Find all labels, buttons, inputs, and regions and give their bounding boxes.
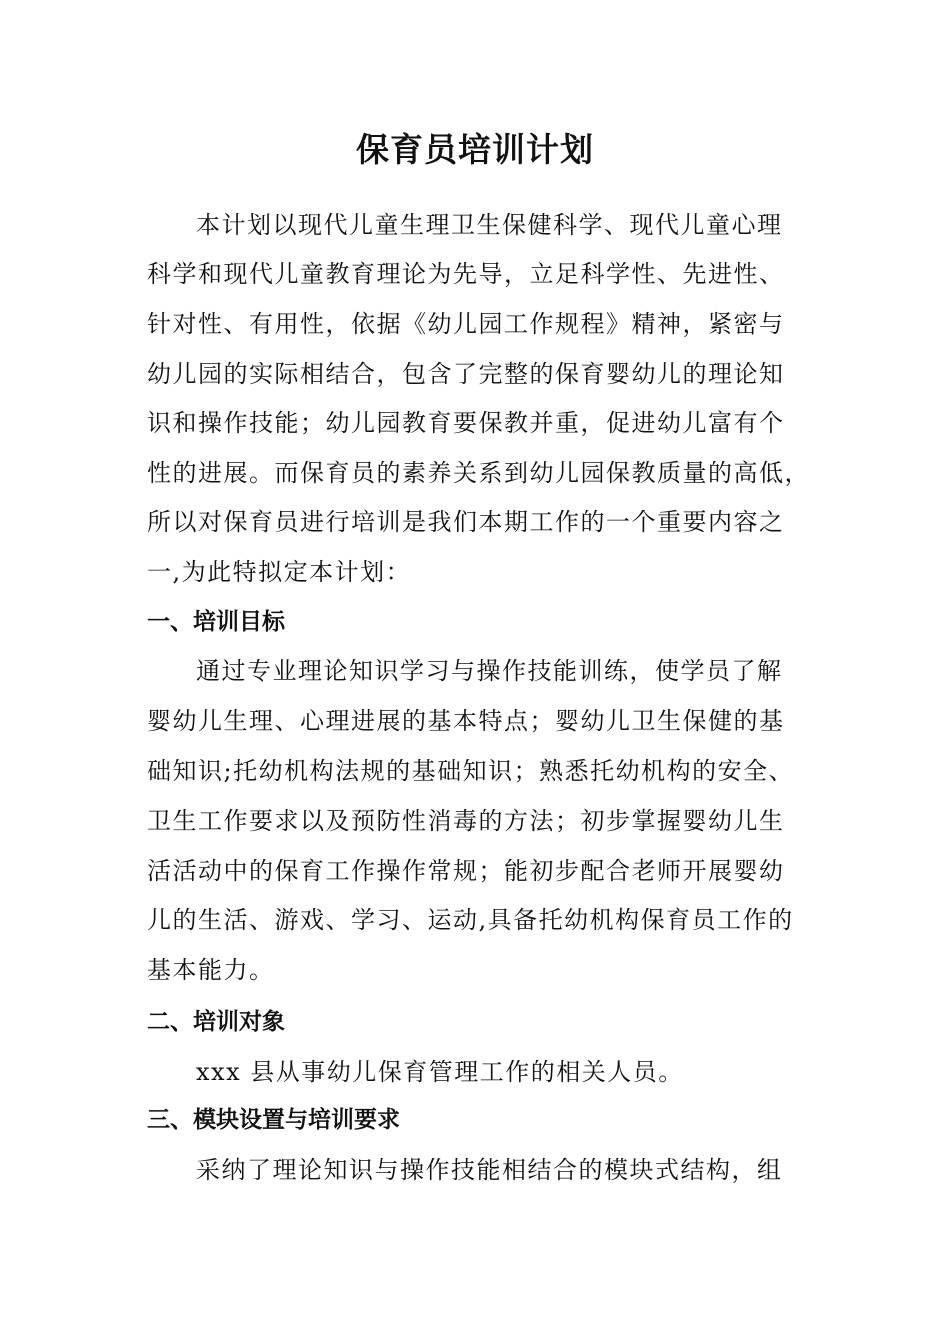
section1-line-6: 儿的生活、游戏、学习、运动,具备托幼机构保育员工作的 [147,906,794,934]
section3-line-1: 采纳了理论知识与操作技能相结合的模块式结构，组 [196,1156,783,1184]
intro-line-8: 一,为此特拟定本计划： [147,558,412,586]
intro-line-6: 性的进展。而保育员的素养关系到幼儿园保教质量的高低， [147,459,810,487]
intro-line-7: 所以对保育员进行培训是我们本期工作的一个重要内容之 [147,508,785,536]
section2-line-1: xxx 县从事幼儿保育管理工作的相关人员。 [196,1058,684,1086]
section1-line-5: 活活动中的保育工作操作常规；能初步配合老师开展婴幼 [147,857,785,885]
section1-line-3: 础知识;托幼机构法规的基础知识；熟悉托幼机构的安全、 [147,757,795,785]
intro-line-4: 幼儿园的实际相结合，包含了完整的保育婴幼儿的理论知 [147,360,785,388]
intro-line-1: 本计划以现代儿童生理卫生保健科学、现代儿童心理 [196,211,783,239]
document-title: 保育员培训计划 [356,130,594,169]
intro-line-5: 识和操作技能；幼儿园教育要保教并重，促进幼儿富有个 [147,409,785,437]
section1-line-7: 基本能力。 [147,956,275,984]
section1-line-4: 卫生工作要求以及预防性消毒的方法；初步掌握婴幼儿生 [147,807,785,835]
section1-line-1: 通过专业理论知识学习与操作技能训练，使学员了解 [196,657,783,685]
section-heading-1: 一、培训目标 [147,609,285,635]
intro-line-2: 科学和现代儿童教育理论为先导，立足科学性、先进性、 [147,260,785,288]
intro-line-3: 针对性、有用性，依据《幼儿园工作规程》精神，紧密与 [147,310,785,338]
section-heading-3: 三、模块设置与培训要求 [147,1107,400,1133]
section1-line-2: 婴幼儿生理、心理进展的基本特点；婴幼儿卫生保健的基 [147,707,785,735]
section-heading-2: 二、培训对象 [147,1009,285,1035]
